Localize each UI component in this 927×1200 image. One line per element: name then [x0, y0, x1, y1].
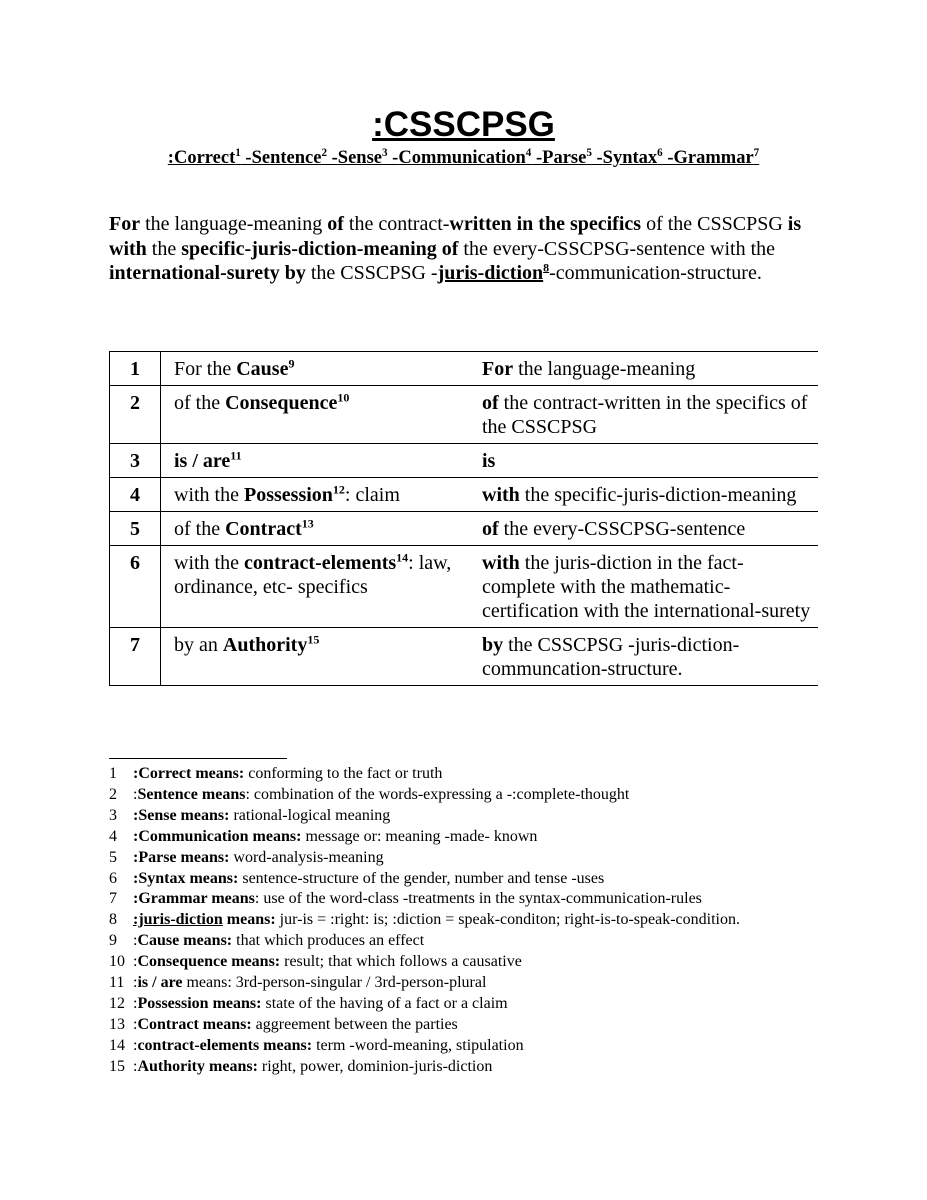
footnote-item [109, 994, 809, 1015]
footnote-ref-number: 9 [288, 356, 295, 371]
subtitle-term: Correct [173, 148, 236, 168]
footnote-prefix: : [133, 974, 138, 992]
footnotes [109, 764, 809, 1078]
row-number: 2 [110, 386, 161, 444]
cell-text: with the [174, 484, 244, 506]
table-row [110, 352, 819, 386]
intro-bold: written in the specifics [449, 213, 642, 235]
cell-right [482, 444, 818, 478]
cell-text: the CSSCPSG -juris-diction-communcation-structure. [482, 634, 740, 680]
footnote-ref[interactable]: 4 [525, 146, 532, 159]
footnote-ref[interactable] [396, 550, 408, 564]
footnote-term-underlined: :juris-diction [133, 911, 223, 929]
footnote-ref[interactable] [337, 390, 349, 404]
cell-left [161, 386, 483, 444]
footnote-term: is / are [137, 974, 183, 992]
footnote-ref-number: 14 [396, 550, 409, 565]
footnote-prefix: : [133, 1036, 138, 1054]
intro-bold: international-surety by [109, 262, 306, 284]
footnote-ref-number: 12 [332, 482, 345, 497]
footnote-separator [109, 758, 287, 759]
cell-right [482, 628, 818, 686]
subtitle-term: Parse [542, 148, 587, 168]
footnote-term: Authority means: [137, 1057, 258, 1075]
subtitle-separator: - [662, 148, 674, 168]
cell-text: : claim [344, 484, 400, 506]
subtitle-term: Grammar [673, 148, 754, 168]
footnote-term: Consequence means: [137, 953, 281, 971]
row-number: 4 [110, 478, 161, 512]
footnote-term: :Grammar means [133, 890, 255, 908]
footnote-term: means: [222, 911, 276, 929]
subtitle-term: Syntax [602, 148, 658, 168]
footnote-term: :Syntax means: [133, 869, 239, 887]
footnote-number: 2 [109, 785, 117, 803]
footnote-item [109, 910, 809, 931]
footnote-definition: term -word-meaning, stipulation [312, 1036, 524, 1054]
intro-text: -communication-structure. [549, 262, 762, 284]
footnote-item [109, 764, 809, 785]
cell-keyword: with [482, 484, 520, 506]
footnote-term: Sentence means [137, 785, 246, 803]
intro-bold: For [109, 213, 141, 235]
intro-bold: of [327, 213, 344, 235]
cell-text: the specific-juris-diction-meaning [519, 484, 797, 506]
footnote-item [109, 889, 809, 910]
cell-right [482, 546, 818, 628]
footnote-number: 7 [109, 890, 117, 908]
cell-keyword: For [482, 358, 514, 380]
intro-text: of the CSSCPSG [641, 213, 788, 235]
row-number: 1 [110, 352, 161, 386]
footnote-ref[interactable]: 3 [382, 146, 388, 159]
intro-text: the CSSCPSG - [305, 262, 438, 284]
subtitle-separator: - [327, 148, 338, 168]
footnote-prefix: : [133, 994, 138, 1012]
cell-left [161, 444, 483, 478]
footnote-term: :Parse means: [133, 848, 230, 866]
footnote-item [109, 806, 809, 827]
footnote-prefix: : [133, 1015, 138, 1033]
mapping-table-body [110, 352, 819, 686]
footnote-definition: state of the having of a fact or a claim [261, 994, 508, 1012]
footnote-number: 12 [109, 994, 125, 1012]
footnote-term: Contract means: [137, 1015, 252, 1033]
footnote-ref-number: 8 [543, 260, 550, 275]
intro-text: the every-CSSCPSG-sentence with the [458, 237, 776, 260]
footnote-text [133, 869, 809, 890]
cell-text: with the [174, 552, 244, 574]
footnote-text [133, 785, 809, 806]
footnote-text [133, 931, 809, 952]
footnote-ref[interactable] [230, 448, 241, 462]
cell-text: of the [174, 392, 226, 414]
cell-term: Consequence [225, 392, 338, 414]
footnote-text [133, 848, 809, 869]
footnote-definition: message or: meaning -made- known [301, 827, 538, 845]
cell-term: Authority [222, 634, 308, 656]
footnote-prefix: : [133, 1057, 138, 1075]
cell-right [482, 512, 818, 546]
footnote-prefix: : [133, 953, 138, 971]
footnote-definition: right, power, dominion-juris-diction [257, 1057, 493, 1075]
cell-term: Cause [236, 358, 289, 380]
table-row [110, 444, 819, 478]
footnote-item [109, 848, 809, 869]
row-number: 6 [110, 546, 161, 628]
cell-term: contract-elements [244, 552, 397, 574]
footnote-definition: : combination of the words-expressing a -:complete-thought [245, 785, 630, 803]
footnote-definition: aggreement between the parties [251, 1015, 458, 1033]
footnote-prefix: : [133, 785, 138, 803]
cell-left [161, 546, 483, 628]
footnote-definition: result; that which follows a causative [280, 953, 522, 971]
footnote-definition: word-analysis-meaning [229, 848, 384, 866]
mapping-table [109, 351, 818, 686]
footnote-item [109, 1057, 809, 1078]
intro-bold: is with [109, 213, 802, 260]
cell-text: the contract-written in the specifics of the CSSCPSG [482, 392, 808, 438]
footnote-definition: that which produces an effect [232, 932, 425, 950]
footnote-text [133, 910, 809, 931]
table-row [110, 512, 819, 546]
subtitle-separator: - [387, 148, 399, 168]
footnote-text [133, 806, 809, 827]
cell-left [161, 352, 483, 386]
footnote-ref-number: 10 [337, 390, 350, 405]
cell-right [482, 352, 818, 386]
footnote-ref-number: 11 [230, 448, 242, 463]
table-row [110, 628, 819, 686]
footnote-ref[interactable] [307, 632, 319, 646]
footnote-number: 4 [109, 827, 117, 845]
cell-text: the language-meaning [513, 358, 696, 380]
footnote-ref[interactable]: 7 [753, 146, 760, 159]
footnote-text [133, 764, 809, 785]
footnote-number: 15 [109, 1057, 125, 1075]
footnote-text [133, 889, 809, 910]
cell-keyword: with [482, 552, 520, 574]
footnote-text [133, 1057, 809, 1078]
footnote-definition: sentence-structure of the gender, number and tense -uses [238, 869, 605, 887]
footnote-ref[interactable]: 5 [586, 146, 592, 159]
document-subtitle [0, 146, 927, 170]
footnote-item [109, 827, 809, 848]
footnote-text [133, 827, 809, 848]
footnote-text [133, 952, 809, 973]
footnote-item [109, 869, 809, 890]
footnote-ref[interactable]: 1 [235, 146, 241, 159]
footnote-item [109, 1015, 809, 1036]
footnote-text [133, 1015, 809, 1036]
footnote-term: :Sense means: [133, 806, 230, 824]
cell-right [482, 386, 818, 444]
footnote-definition: rational-logical meaning [229, 806, 391, 824]
subtitle-separator: - [240, 148, 252, 168]
cell-keyword: by [482, 634, 504, 656]
intro-paragraph [109, 212, 809, 286]
footnote-ref[interactable]: 2 [321, 146, 327, 159]
footnote-term: contract-elements means: [137, 1036, 313, 1054]
footnote-item [109, 952, 809, 973]
cell-keyword: is [482, 450, 496, 472]
subtitle-term: Communication [398, 148, 526, 168]
footnote-term: Cause means: [137, 932, 233, 950]
footnote-number: 14 [109, 1036, 125, 1054]
footnote-text [133, 973, 809, 994]
cell-text: For the [174, 358, 237, 380]
footnote-ref[interactable] [288, 356, 294, 370]
table-row [110, 546, 819, 628]
cell-text: by an [174, 634, 223, 656]
subtitle-term: Sense [337, 148, 382, 168]
cell-left [161, 512, 483, 546]
cell-text: : law, ordinance, etc- specifics [174, 552, 452, 598]
cell-left [161, 628, 483, 686]
footnote-ref[interactable] [333, 482, 345, 496]
cell-keyword: of [482, 518, 499, 540]
footnote-number: 13 [109, 1015, 125, 1033]
footnote-definition: : use of the word-class -treatments in the syntax-communication-rules [254, 890, 702, 908]
footnote-ref[interactable] [302, 516, 314, 530]
document-title: :CSSCPSG [372, 105, 555, 144]
footnote-ref-number: 15 [307, 632, 320, 647]
footnote-item [109, 1036, 809, 1057]
subtitle-separator: - [531, 148, 543, 168]
footnote-ref-number: 13 [301, 516, 314, 531]
intro-text: the [146, 237, 182, 260]
cell-term: Contract [225, 518, 302, 540]
intro-text: the language-meaning [140, 213, 328, 235]
cell-left [161, 478, 483, 512]
intro-bold-underlined: juris-diction [437, 262, 544, 284]
cell-text: the juris-diction in the fact-complete with the mathematic-certification with the international-surety [482, 552, 811, 622]
cell-text: the every-CSSCPSG-sentence [498, 518, 746, 540]
intro-text: the contract- [343, 213, 450, 235]
footnote-number: 1 [109, 765, 117, 782]
footnote-number: 10 [109, 953, 125, 971]
footnote-number: 6 [109, 869, 117, 887]
footnote-number: 9 [109, 932, 117, 950]
footnote-number: 8 [109, 911, 117, 929]
subtitle-prefix: : [167, 148, 174, 168]
subtitle-term: Sentence [251, 148, 322, 168]
footnote-definition: means: 3rd-person-singular / 3rd-person-plural [182, 974, 487, 992]
table-row [110, 386, 819, 444]
footnote-item [109, 931, 809, 952]
cell-term: Possession [244, 484, 333, 506]
cell-keyword: of [482, 392, 499, 414]
footnote-prefix: : [133, 932, 138, 950]
footnote-number: 11 [109, 974, 125, 992]
footnote-number: 5 [109, 848, 117, 866]
footnote-term: Possession means: [137, 994, 262, 1012]
footnote-term: :Correct means: [133, 765, 245, 782]
row-number: 5 [110, 512, 161, 546]
cell-term: is / are [174, 450, 231, 472]
row-number: 7 [110, 628, 161, 686]
footnote-text [133, 994, 809, 1015]
footnote-item [109, 785, 809, 806]
footnote-item [109, 973, 809, 994]
footnote-term: :Communication means: [133, 827, 302, 845]
table-row [110, 478, 819, 512]
footnote-definition: jur-is = :right: is; :diction = speak-conditon; right-is-to-speak-condition. [275, 911, 740, 929]
row-number: 3 [110, 444, 161, 478]
footnote-text [133, 1036, 809, 1057]
footnote-definition: conforming to the fact or truth [244, 765, 443, 782]
cell-text: of the [174, 518, 226, 540]
footnote-ref[interactable]: 6 [657, 146, 663, 159]
subtitle-separator: - [591, 148, 603, 168]
footnote-number: 3 [109, 806, 117, 824]
intro-bold: specific-juris-diction-meaning of [181, 237, 459, 260]
cell-right [482, 478, 818, 512]
